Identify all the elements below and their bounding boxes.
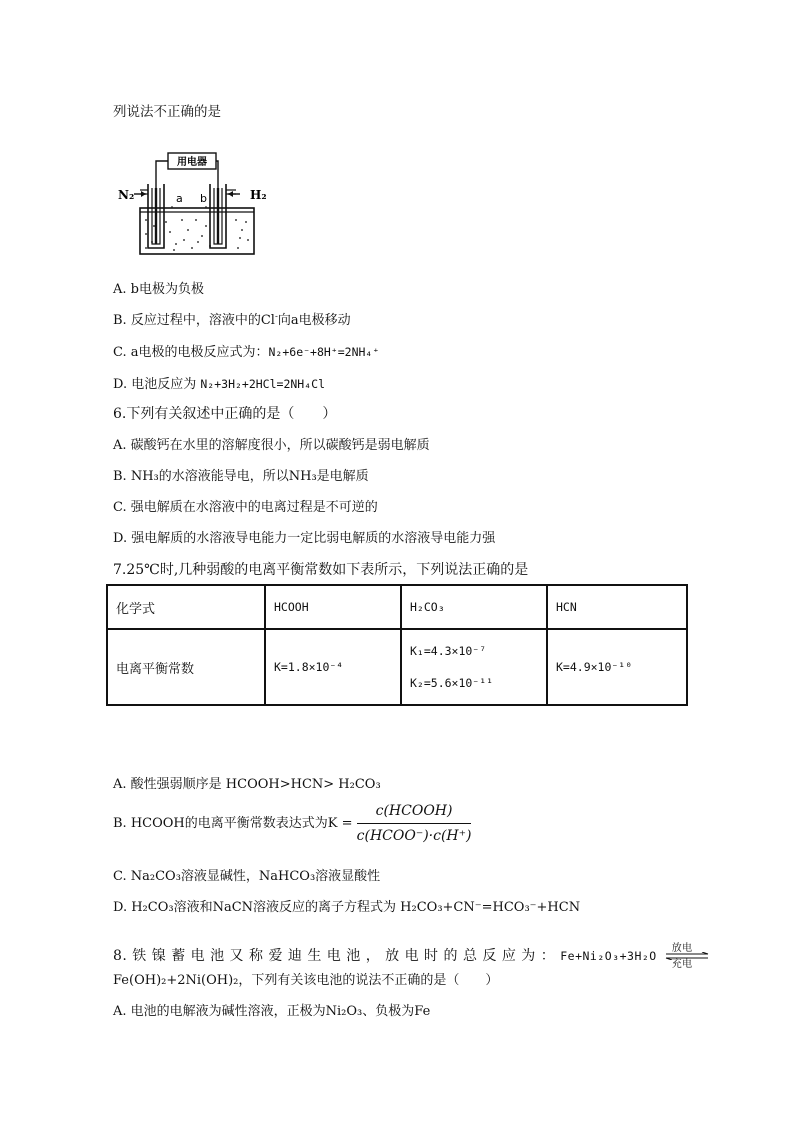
q8-stem-line1 bbox=[113, 942, 712, 970]
q8-reactants: Fe+Ni₂O₃+3H₂O bbox=[560, 949, 657, 963]
fraction-numerator: c(HCOOH) bbox=[357, 802, 472, 824]
q5-option-d bbox=[113, 375, 325, 394]
q8-stem-line2: Fe(OH)₂+2Ni(OH)₂，下列有关该电池的说法不正确的是（ ） bbox=[113, 973, 499, 988]
q5-option-b-text: B. 反应过程中，溶液中的Cl bbox=[113, 313, 275, 328]
arrow-discharge-label: 放电 bbox=[671, 943, 693, 954]
q7-option-d: D. H₂CO₃溶液和NaCN溶液反应的离子方程式为 H₂CO₃+CN⁻=HCO₃⁻+HCN bbox=[113, 900, 581, 915]
arrow-charge-label: 充电 bbox=[671, 959, 693, 970]
q6-option-d: D. 强电解质的水溶液导电能力一定比弱电解质的水溶液导电能力强 bbox=[113, 531, 496, 546]
electrode-a-label: a bbox=[176, 192, 183, 205]
q6-stem: 6.下列有关叙述中正确的是（ ） bbox=[113, 406, 337, 422]
q5-option-c-text: C. a电极的电极反应式为： bbox=[113, 345, 269, 360]
table-cell-hcooh-k: K=1.8×10⁻⁴ bbox=[265, 629, 401, 705]
q7-stem: 7.25℃时,几种弱酸的电离平衡常数如下表所示，下列说法正确的是 bbox=[113, 562, 529, 578]
q5-option-b: B. 反应过程中，溶液中的Cl-向a电极移动 bbox=[113, 311, 351, 328]
electrode-b-label: b bbox=[200, 192, 207, 205]
table-header-hcooh: HCOOH bbox=[265, 585, 401, 629]
fraction-denominator: c(HCOO⁻)·c(H⁺) bbox=[356, 828, 472, 844]
reversible-arrow-icon bbox=[664, 942, 710, 970]
q5-option-c bbox=[113, 343, 379, 362]
q6-option-b: B. NH₃的水溶液能导电，所以NH₃是电解质 bbox=[113, 469, 369, 484]
q5-option-a: A. b电极为负极 bbox=[113, 282, 204, 297]
q7-option-a: A. 酸性强弱顺序是 HCOOH>HCN> H₂CO₃ bbox=[113, 777, 381, 792]
q7-option-c: C. Na₂CO₃溶液显碱性，NaHCO₃溶液显酸性 bbox=[113, 869, 381, 884]
q5-option-b-text-2: 向a电极移动 bbox=[277, 313, 351, 328]
n2-label: N₂ bbox=[118, 188, 135, 202]
table-header-formula: 化学式 bbox=[107, 585, 265, 629]
device-label: 用电器 bbox=[177, 157, 207, 168]
q6-option-a: A. 碳酸钙在水里的溶解度很小，所以碳酸钙是弱电解质 bbox=[113, 438, 430, 453]
ionization-constant-table bbox=[106, 584, 688, 706]
table-row-label: 电离平衡常数 bbox=[107, 629, 265, 705]
equilibrium-constant-fraction bbox=[357, 802, 472, 845]
table-header-hcn: HCN bbox=[547, 585, 687, 629]
q5-option-d-text: D. 电池反应为 bbox=[113, 377, 197, 392]
q7-option-b bbox=[113, 802, 471, 845]
table-header-h2co3: H₂CO₃ bbox=[401, 585, 547, 629]
q6-option-c: C. 强电解质在水溶液中的电离过程是不可逆的 bbox=[113, 500, 378, 515]
table-cell-h2co3-k1: K₁=4.3×10⁻⁷ bbox=[410, 644, 487, 658]
table-cell-hcn-k: K=4.9×10⁻¹⁰ bbox=[547, 629, 687, 705]
q8-option-a: A. 电池的电解液为碱性溶液，正极为Ni₂O₃、负极为Fe bbox=[113, 1004, 431, 1019]
q5-option-d-formula: N₂+3H₂+2HCl=2NH₄Cl bbox=[200, 377, 325, 391]
q7-option-b-text: B. HCOOH的电离平衡常数表达式为K = bbox=[113, 816, 353, 831]
fuel-cell-diagram bbox=[118, 150, 278, 258]
table-cell-h2co3-k bbox=[401, 629, 547, 705]
h2-label: H₂ bbox=[250, 188, 267, 202]
table-cell-h2co3-k2: K₂=5.6×10⁻¹¹ bbox=[410, 676, 494, 690]
q5-option-c-formula: N₂+6e⁻+8H⁺=2NH₄⁺ bbox=[268, 345, 380, 359]
q5-intro: 列说法不正确的是 bbox=[113, 104, 221, 120]
q8-stem-text: 8. 铁 镍 蓄 电 池 又 称 爱 迪 生 电 池 ， 放 电 时 的 总 反 应 为 ： bbox=[113, 948, 556, 964]
